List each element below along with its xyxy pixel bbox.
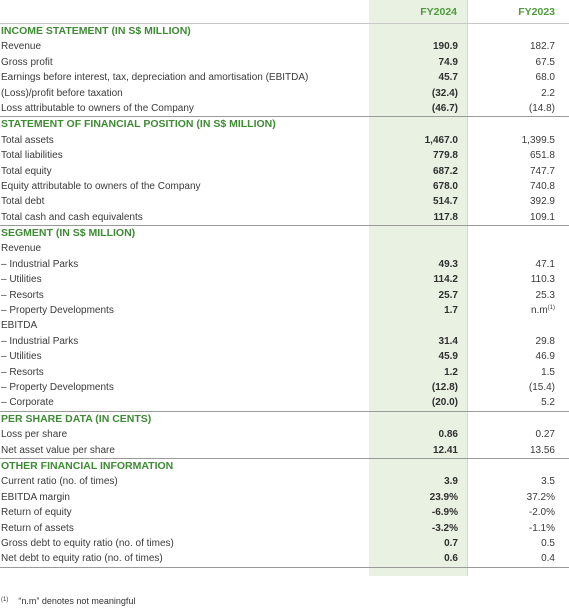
fy2024-value: -6.9% [431, 507, 458, 519]
row-label: (Loss)/profit before taxation [1, 87, 123, 99]
fy2024-value: 114.2 [433, 274, 458, 286]
table-row [0, 133, 569, 148]
fy2023-value [469, 380, 555, 395]
row-label: Revenue [1, 243, 42, 255]
table-row [0, 70, 569, 85]
fy2023-value [469, 395, 555, 410]
table-row [0, 164, 569, 179]
fy2023-value [469, 272, 555, 287]
fy2023-value [469, 133, 555, 148]
section-title-row [0, 459, 569, 474]
table-row [0, 318, 569, 333]
row-label: Total assets [1, 134, 54, 146]
table-section [0, 226, 569, 412]
row-label: EBITDA [1, 320, 38, 332]
fy2024-value: 25.7 [438, 289, 458, 301]
table-row [0, 101, 569, 116]
fy2023-value-text: 29.8 [535, 335, 555, 347]
row-label: Net asset value per share [1, 444, 115, 456]
section-title: INCOME STATEMENT (IN S$ MILLION) [1, 25, 191, 37]
fy2024-value: -3.2% [431, 522, 458, 534]
fy2024-value: (46.7) [431, 102, 458, 114]
row-label: Current ratio (no. of times) [1, 476, 118, 488]
table-row [0, 55, 569, 70]
row-label: Return of assets [1, 522, 74, 534]
fy2023-value-text: 182.7 [529, 41, 555, 53]
row-label: Total equity [1, 165, 52, 177]
fy2023-value [469, 334, 555, 349]
fy2024-value: 45.7 [438, 72, 458, 84]
table-row [0, 194, 569, 209]
fy2023-value-text: 1.5 [541, 366, 555, 378]
fy2023-value-text: 5.2 [541, 397, 555, 409]
fy2023-value-text: 46.9 [535, 351, 555, 363]
table-row [0, 241, 569, 256]
section-title-row [0, 24, 569, 39]
fy2024-value: 687.2 [432, 165, 458, 177]
table-header [0, 0, 569, 24]
row-label: Loss attributable to owners of the Company [1, 102, 194, 114]
table-row [0, 551, 569, 566]
fy2023-value-text: 67.5 [535, 56, 555, 68]
footnote [1, 596, 135, 606]
fy2023-value-text: 47.1 [535, 258, 555, 270]
fy2023-value [469, 148, 555, 163]
fy2024-value: (20.0) [431, 397, 458, 409]
fy2024-value: 678.0 [432, 180, 458, 192]
fy2024-value: 3.9 [444, 476, 458, 488]
section-title: PER SHARE DATA (IN CENTS) [1, 412, 152, 425]
fy2024-value: 74.9 [438, 56, 458, 68]
row-label: Gross profit [1, 56, 53, 68]
fy2023-value-text: 110.3 [530, 274, 555, 286]
section-title-row [0, 226, 569, 241]
fy2024-value: 31.4 [438, 335, 458, 347]
fy2024-value: 23.9% [429, 491, 458, 503]
fy2023-value-text: -2.0% [528, 507, 555, 519]
fy2023-value-text: 37.2% [526, 491, 555, 503]
fy2023-value [469, 521, 555, 536]
fy2023-value [469, 474, 555, 489]
fy2023-value-text: 651.8 [529, 150, 555, 162]
table-row [0, 148, 569, 163]
fy2024-value: 1,467.0 [424, 134, 458, 146]
row-label: – Utilities [1, 274, 42, 286]
fy2023-value [469, 551, 555, 566]
table-row [0, 349, 569, 364]
table-row [0, 443, 569, 458]
fy2023-value [469, 210, 555, 225]
table-row [0, 474, 569, 489]
table-row [0, 521, 569, 536]
row-label: – Corporate [1, 397, 54, 409]
row-label: Gross debt to equity ratio (no. of times) [1, 537, 174, 549]
fy2023-value-text: 0.4 [541, 553, 555, 565]
fy2023-value-text: 747.7 [529, 165, 555, 177]
fy2024-value: 514.7 [432, 196, 458, 208]
table-row [0, 536, 569, 551]
fy2023-value [469, 349, 555, 364]
section-title: STATEMENT OF FINANCIAL POSITION (IN S$ MILLION) [1, 118, 276, 131]
fy2023-value [469, 427, 555, 442]
fy2024-header: FY2024 [420, 6, 457, 18]
fy2024-value: (32.4) [431, 87, 458, 99]
fy2023-value-text: 0.27 [535, 429, 555, 441]
table-section [0, 459, 569, 568]
fy2023-value [469, 70, 555, 85]
fy2023-value-text: 3.5 [541, 476, 555, 488]
row-label: – Industrial Parks [1, 258, 79, 270]
table-row [0, 490, 569, 505]
table-row [0, 380, 569, 395]
fy2023-value-text: 2.2 [541, 87, 555, 99]
fy2023-value-text: 392.9 [529, 196, 555, 208]
footnote-mark: (1) [1, 597, 9, 603]
section-title: SEGMENT (IN S$ MILLION) [1, 227, 136, 240]
fy2023-value-text: 25.3 [535, 289, 555, 301]
row-label: Total debt [1, 196, 45, 208]
fy2024-value: 0.7 [444, 537, 458, 549]
fy2023-value [469, 86, 555, 101]
row-label: Loss per share [1, 429, 68, 441]
fy2024-value: 779.8 [432, 150, 458, 162]
table-row [0, 395, 569, 410]
fy2024-value: 1.2 [444, 366, 458, 378]
fy2023-value [469, 164, 555, 179]
fy2023-value-text: n.m [530, 305, 548, 317]
fy2023-value-text: 68.0 [535, 72, 555, 84]
table-row [0, 288, 569, 303]
table-row [0, 427, 569, 442]
fy2024-value: 190.9 [432, 41, 458, 53]
fy2023-value-text: 1,399.5 [521, 134, 555, 146]
fy2024-value: (12.8) [431, 381, 458, 393]
table-row [0, 257, 569, 272]
row-label: – Resorts [1, 366, 44, 378]
fy2023-value [469, 505, 555, 520]
fy2023-value-text: 740.8 [529, 180, 555, 192]
table-section [0, 24, 569, 117]
fy2023-value [469, 536, 555, 551]
table-row [0, 86, 569, 101]
fy2024-value: 117.8 [433, 211, 458, 223]
table-section [0, 117, 569, 226]
table-row [0, 39, 569, 54]
fy2023-value-text: (14.8) [528, 102, 555, 114]
table-body [0, 24, 569, 568]
fy2023-value [469, 490, 555, 505]
fy2024-value: 0.6 [444, 553, 458, 565]
section-title-row [0, 412, 569, 427]
row-label: Total cash and cash equivalents [1, 211, 143, 223]
table-row [0, 505, 569, 520]
row-label: Revenue [1, 41, 42, 53]
fy2023-value-text: 109.1 [529, 211, 555, 223]
table-row [0, 210, 569, 225]
row-label: – Property Developments [1, 381, 114, 393]
fy2024-value: 0.86 [438, 429, 458, 441]
row-label: – Resorts [1, 289, 44, 301]
fy2023-value [469, 365, 555, 380]
row-label: Equity attributable to owners of the Company [1, 180, 201, 192]
row-label: – Industrial Parks [1, 335, 79, 347]
fy2023-header: FY2023 [518, 6, 555, 18]
section-title-row [0, 117, 569, 132]
footnote-text: “n.m” denotes not meaningful [18, 596, 136, 606]
fy2023-value [469, 101, 555, 116]
section-title: OTHER FINANCIAL INFORMATION [1, 459, 174, 472]
fy2023-value [469, 39, 555, 54]
table-row [0, 303, 569, 318]
fy2024-value: 45.9 [438, 351, 458, 363]
table-row [0, 334, 569, 349]
row-label: Earnings before interest, tax, depreciation and amortisation (EBITDA) [1, 72, 309, 84]
fy2023-value [469, 257, 555, 272]
fy2023-value [469, 443, 555, 458]
fy2023-value-text: 13.56 [529, 444, 555, 456]
table-row [0, 179, 569, 194]
fy2023-value-text: (15.4) [528, 381, 555, 393]
fy2024-value: 12.41 [432, 444, 458, 456]
fy2023-value [469, 303, 555, 318]
fy2024-value: 49.3 [438, 258, 458, 270]
table-row [0, 272, 569, 287]
fy2023-value-text: 0.5 [541, 537, 555, 549]
row-label: Net debt to equity ratio (no. of times) [1, 553, 163, 565]
fy2024-value: 1.7 [444, 305, 458, 317]
footnote-reference: (1) [547, 305, 555, 312]
fy2023-value [469, 194, 555, 209]
row-label: EBITDA margin [1, 491, 70, 503]
table-row [0, 365, 569, 380]
fy2023-value [469, 55, 555, 70]
fy2023-value [469, 288, 555, 303]
row-label: Return of equity [1, 507, 72, 519]
row-label: – Utilities [1, 351, 42, 363]
fy2023-value [469, 179, 555, 194]
table-section [0, 412, 569, 459]
row-label: Total liabilities [1, 150, 63, 162]
fy2023-value-text: -1.1% [528, 522, 555, 534]
row-label: – Property Developments [1, 305, 114, 317]
